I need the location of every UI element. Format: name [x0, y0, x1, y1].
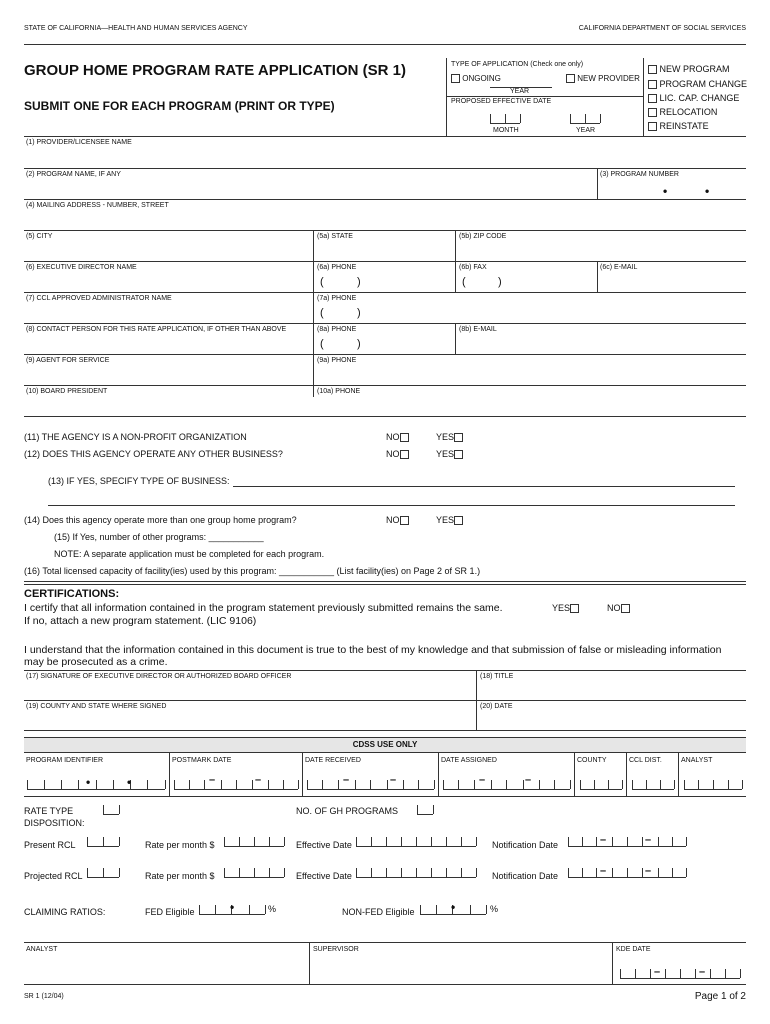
- board-president-field[interactable]: (10) BOARD PRESIDENT: [26, 388, 108, 395]
- title-field[interactable]: (18) TITLE: [480, 673, 514, 680]
- analyst-boxes[interactable]: [684, 776, 742, 790]
- q14-no-checkbox[interactable]: [400, 516, 409, 525]
- supervisor-signature-field[interactable]: SUPERVISOR: [313, 946, 359, 953]
- no-gh-programs-box[interactable]: [417, 801, 433, 815]
- cert-no[interactable]: NO: [607, 603, 630, 613]
- present-rate-boxes[interactable]: [224, 833, 284, 847]
- question-14: (14) Does this agency operate more than one group home program?: [24, 515, 297, 525]
- lic-cap-change-checkbox[interactable]: [648, 94, 657, 103]
- projected-notification-date-label: Notification Date: [492, 871, 559, 881]
- fed-decimal-dot: •: [230, 900, 235, 914]
- business-type-line[interactable]: [233, 486, 735, 487]
- date-dash: –: [209, 774, 216, 786]
- cert-yes-checkbox[interactable]: [570, 604, 579, 613]
- present-notification-date-boxes[interactable]: [568, 833, 686, 847]
- date-assigned-boxes[interactable]: [443, 776, 570, 790]
- ccl-administrator-field[interactable]: (7) CCL APPROVED ADMINISTRATOR NAME: [26, 295, 172, 302]
- date-dash: –: [390, 774, 397, 786]
- zip-code-field[interactable]: (5b) ZIP CODE: [459, 233, 507, 240]
- projected-effective-date-boxes[interactable]: [356, 864, 476, 878]
- reinstate-checkbox[interactable]: [648, 122, 657, 131]
- month-label: MONTH: [493, 127, 519, 134]
- question-13: (13) IF YES, SPECIFY TYPE OF BUSINESS:: [48, 476, 230, 486]
- option-reinstate[interactable]: REINSTATE: [648, 121, 709, 131]
- program-statement-note: If no, attach a new program statement. (LIC 9106): [24, 615, 257, 627]
- postmark-date-label: POSTMARK DATE: [172, 757, 232, 764]
- present-notification-date-label: Notification Date: [492, 840, 559, 850]
- agency-header: STATE OF CALIFORNIA—HEALTH AND HUMAN SERVICES AGENCY: [24, 25, 248, 32]
- state-field[interactable]: (5a) STATE: [317, 233, 353, 240]
- ccl-dist-boxes[interactable]: [632, 776, 674, 790]
- date-dash: –: [699, 966, 706, 978]
- q11-no-checkbox[interactable]: [400, 433, 409, 442]
- ongoing-option[interactable]: ONGOING: [451, 74, 501, 83]
- present-effective-date-label: Effective Date: [296, 840, 352, 850]
- question-15: (15) If Yes, number of other programs: ___________: [54, 532, 264, 542]
- ongoing-checkbox[interactable]: [451, 74, 460, 83]
- phone-8a-label: (8a) PHONE: [317, 326, 357, 333]
- date-dash: –: [525, 774, 532, 786]
- projected-rate-boxes[interactable]: [224, 864, 284, 878]
- q14-no[interactable]: NO: [386, 515, 409, 525]
- option-program-change[interactable]: PROGRAM CHANGE: [648, 79, 747, 89]
- relocation-checkbox[interactable]: [648, 108, 657, 117]
- phone-7a-paren-close: ): [357, 307, 361, 319]
- date-dash: –: [645, 865, 652, 877]
- county-label: COUNTY: [577, 757, 607, 764]
- q12-yes[interactable]: YES: [436, 449, 463, 459]
- phone-6a-paren-open: (: [320, 276, 324, 288]
- date-assigned-label: DATE ASSIGNED: [441, 757, 497, 764]
- identifier-dot: •: [127, 775, 132, 789]
- form-subtitle: SUBMIT ONE FOR EACH PROGRAM (PRINT OR TYPE): [24, 99, 335, 113]
- department-header: CALIFORNIA DEPARTMENT OF SOCIAL SERVICES: [578, 25, 746, 32]
- city-field[interactable]: (5) CITY: [26, 233, 53, 240]
- nonfed-decimal-dot: •: [451, 900, 456, 914]
- q12-yes-checkbox[interactable]: [454, 450, 463, 459]
- new-provider-option[interactable]: NEW PROVIDER: [566, 74, 640, 83]
- provider-name-field[interactable]: (1) PROVIDER/LICENSEE NAME: [26, 139, 132, 146]
- separate-application-note: NOTE: A separate application must be completed for each program.: [54, 549, 325, 559]
- certifications-heading: CERTIFICATIONS:: [24, 588, 120, 600]
- signature-field[interactable]: (17) SIGNATURE OF EXECUTIVE DIRECTOR OR AUTHORIZED BOARD OFFICER: [26, 673, 292, 680]
- date-dash: –: [600, 834, 607, 846]
- year-boxes[interactable]: [570, 110, 600, 124]
- proposed-effective-date-label: PROPOSED EFFECTIVE DATE: [451, 98, 552, 105]
- present-effective-date-boxes[interactable]: [356, 833, 476, 847]
- truth-statement: I understand that the information contained in this document is true to the best of my knowledge and that submission of false or misleading information may be prosecuted as a crime.: [24, 644, 722, 668]
- program-identifier-label: PROGRAM IDENTIFIER: [26, 757, 104, 764]
- nonfed-eligible-label: NON-FED Eligible: [342, 907, 415, 917]
- q11-yes-checkbox[interactable]: [454, 433, 463, 442]
- email-8b-field[interactable]: (8b) E-MAIL: [459, 326, 497, 333]
- county-state-signed-field[interactable]: (19) COUNTY AND STATE WHERE SIGNED: [26, 703, 167, 710]
- agent-for-service-field[interactable]: (9) AGENT FOR SERVICE: [26, 357, 110, 364]
- nonfed-percent: %: [490, 904, 499, 914]
- postmark-date-boxes[interactable]: [174, 776, 298, 790]
- phone-8a-paren-close: ): [357, 338, 361, 350]
- date-dash: –: [600, 865, 607, 877]
- projected-rate-label: Rate per month $: [145, 871, 215, 881]
- date-signed-field[interactable]: (20) DATE: [480, 703, 513, 710]
- kde-date-boxes[interactable]: [620, 965, 740, 979]
- executive-director-field[interactable]: (6) EXECUTIVE DIRECTOR NAME: [26, 264, 137, 271]
- phone-6a-paren-close: ): [357, 276, 361, 288]
- present-rcl-label: Present RCL: [24, 840, 76, 850]
- year-caption: YEAR: [576, 127, 596, 134]
- q11-no[interactable]: NO: [386, 432, 409, 442]
- disposition-label: DISPOSITION:: [24, 818, 85, 828]
- option-lic-cap-change[interactable]: LIC. CAP. CHANGE: [648, 93, 739, 103]
- kde-date-label: KDE DATE: [616, 946, 651, 953]
- fax-field[interactable]: (6b) FAX: [459, 264, 487, 271]
- analyst-signature-field[interactable]: ANALYST: [26, 946, 58, 953]
- contact-person-field[interactable]: (8) CONTACT PERSON FOR THIS RATE APPLICATION, IF OTHER THAN ABOVE: [26, 326, 287, 333]
- q14-yes[interactable]: YES: [436, 515, 463, 525]
- phone-9a-label: (9a) PHONE: [317, 357, 357, 364]
- date-received-label: DATE RECEIVED: [305, 757, 361, 764]
- phone-8a-paren-open: (: [320, 338, 324, 350]
- date-received-boxes[interactable]: [307, 776, 434, 790]
- phone-7a-paren-open: (: [320, 307, 324, 319]
- program-identifier-boxes[interactable]: [27, 776, 165, 790]
- phone-7a-label: (7a) PHONE: [317, 295, 357, 302]
- option-relocation[interactable]: RELOCATION: [648, 107, 717, 117]
- year-label: YEAR: [510, 88, 530, 95]
- mailing-address-field[interactable]: (4) MAILING ADDRESS - NUMBER, STREET: [26, 202, 169, 209]
- phone-10a-label: (10a) PHONE: [317, 388, 361, 395]
- analyst-label: ANALYST: [681, 757, 713, 764]
- email-6c-field[interactable]: (6c) E-MAIL: [600, 264, 638, 271]
- county-boxes[interactable]: [580, 776, 622, 790]
- program-number-dot: •: [705, 184, 710, 198]
- projected-notification-date-boxes[interactable]: [568, 864, 686, 878]
- month-boxes[interactable]: [490, 110, 520, 124]
- cdss-use-only-heading: CDSS USE ONLY: [352, 740, 418, 749]
- program-name-field[interactable]: (2) PROGRAM NAME, IF ANY: [26, 171, 121, 178]
- projected-rcl-boxes[interactable]: [87, 864, 119, 878]
- question-16: (16) Total licensed capacity of facility(ies) used by this program: ___________ (List facility(ies) on Page 2 of SR 1.): [24, 566, 481, 576]
- certification-statement: I certify that all information contained in the program statement previously submitted remains the same.: [24, 602, 503, 614]
- date-dash: –: [479, 774, 486, 786]
- new-provider-checkbox[interactable]: [566, 74, 575, 83]
- ccl-dist-label: CCL DIST.: [629, 757, 662, 764]
- cert-yes[interactable]: YES: [552, 603, 579, 613]
- type-of-application-label: TYPE OF APPLICATION (Check one only): [451, 61, 584, 68]
- date-dash: –: [255, 774, 262, 786]
- date-dash: –: [343, 774, 350, 786]
- fed-eligible-label: FED Eligible: [145, 907, 195, 917]
- cert-no-checkbox[interactable]: [621, 604, 630, 613]
- rate-type-box[interactable]: [103, 801, 119, 815]
- page-number: Page 1 of 2: [694, 991, 746, 1002]
- q12-no-checkbox[interactable]: [400, 450, 409, 459]
- program-change-checkbox[interactable]: [648, 80, 657, 89]
- q12-no[interactable]: NO: [386, 449, 409, 459]
- rate-type-label: RATE TYPE: [24, 806, 74, 816]
- question-11: (11) THE AGENCY IS A NON-PROFIT ORGANIZATION: [24, 432, 247, 442]
- no-gh-programs-label: NO. OF GH PROGRAMS: [296, 806, 399, 816]
- q14-yes-checkbox[interactable]: [454, 516, 463, 525]
- projected-effective-date-label: Effective Date: [296, 871, 352, 881]
- program-number-dot: •: [663, 184, 668, 198]
- form-title: GROUP HOME PROGRAM RATE APPLICATION (SR 1): [24, 62, 406, 79]
- q11-yes[interactable]: YES: [436, 432, 463, 442]
- date-dash: –: [654, 966, 661, 978]
- phone-6a-label: (6a) PHONE: [317, 264, 357, 271]
- fax-paren-open: (: [462, 276, 466, 288]
- option-new-program[interactable]: NEW PROGRAM: [648, 64, 730, 74]
- claiming-ratios-label: CLAIMING RATIOS:: [24, 907, 106, 917]
- question-12: (12) DOES THIS AGENCY OPERATE ANY OTHER BUSINESS?: [24, 449, 283, 459]
- new-program-checkbox[interactable]: [648, 65, 657, 74]
- fax-paren-close: ): [498, 276, 502, 288]
- business-type-line-2[interactable]: [48, 505, 735, 506]
- date-dash: –: [645, 834, 652, 846]
- projected-rcl-label: Projected RCL: [24, 871, 83, 881]
- identifier-dot: •: [86, 775, 91, 789]
- fed-percent: %: [268, 904, 277, 914]
- present-rate-label: Rate per month $: [145, 840, 215, 850]
- present-rcl-boxes[interactable]: [87, 833, 119, 847]
- form-id: SR 1 (12/04): [24, 993, 64, 1000]
- program-number-field[interactable]: (3) PROGRAM NUMBER: [600, 171, 679, 178]
